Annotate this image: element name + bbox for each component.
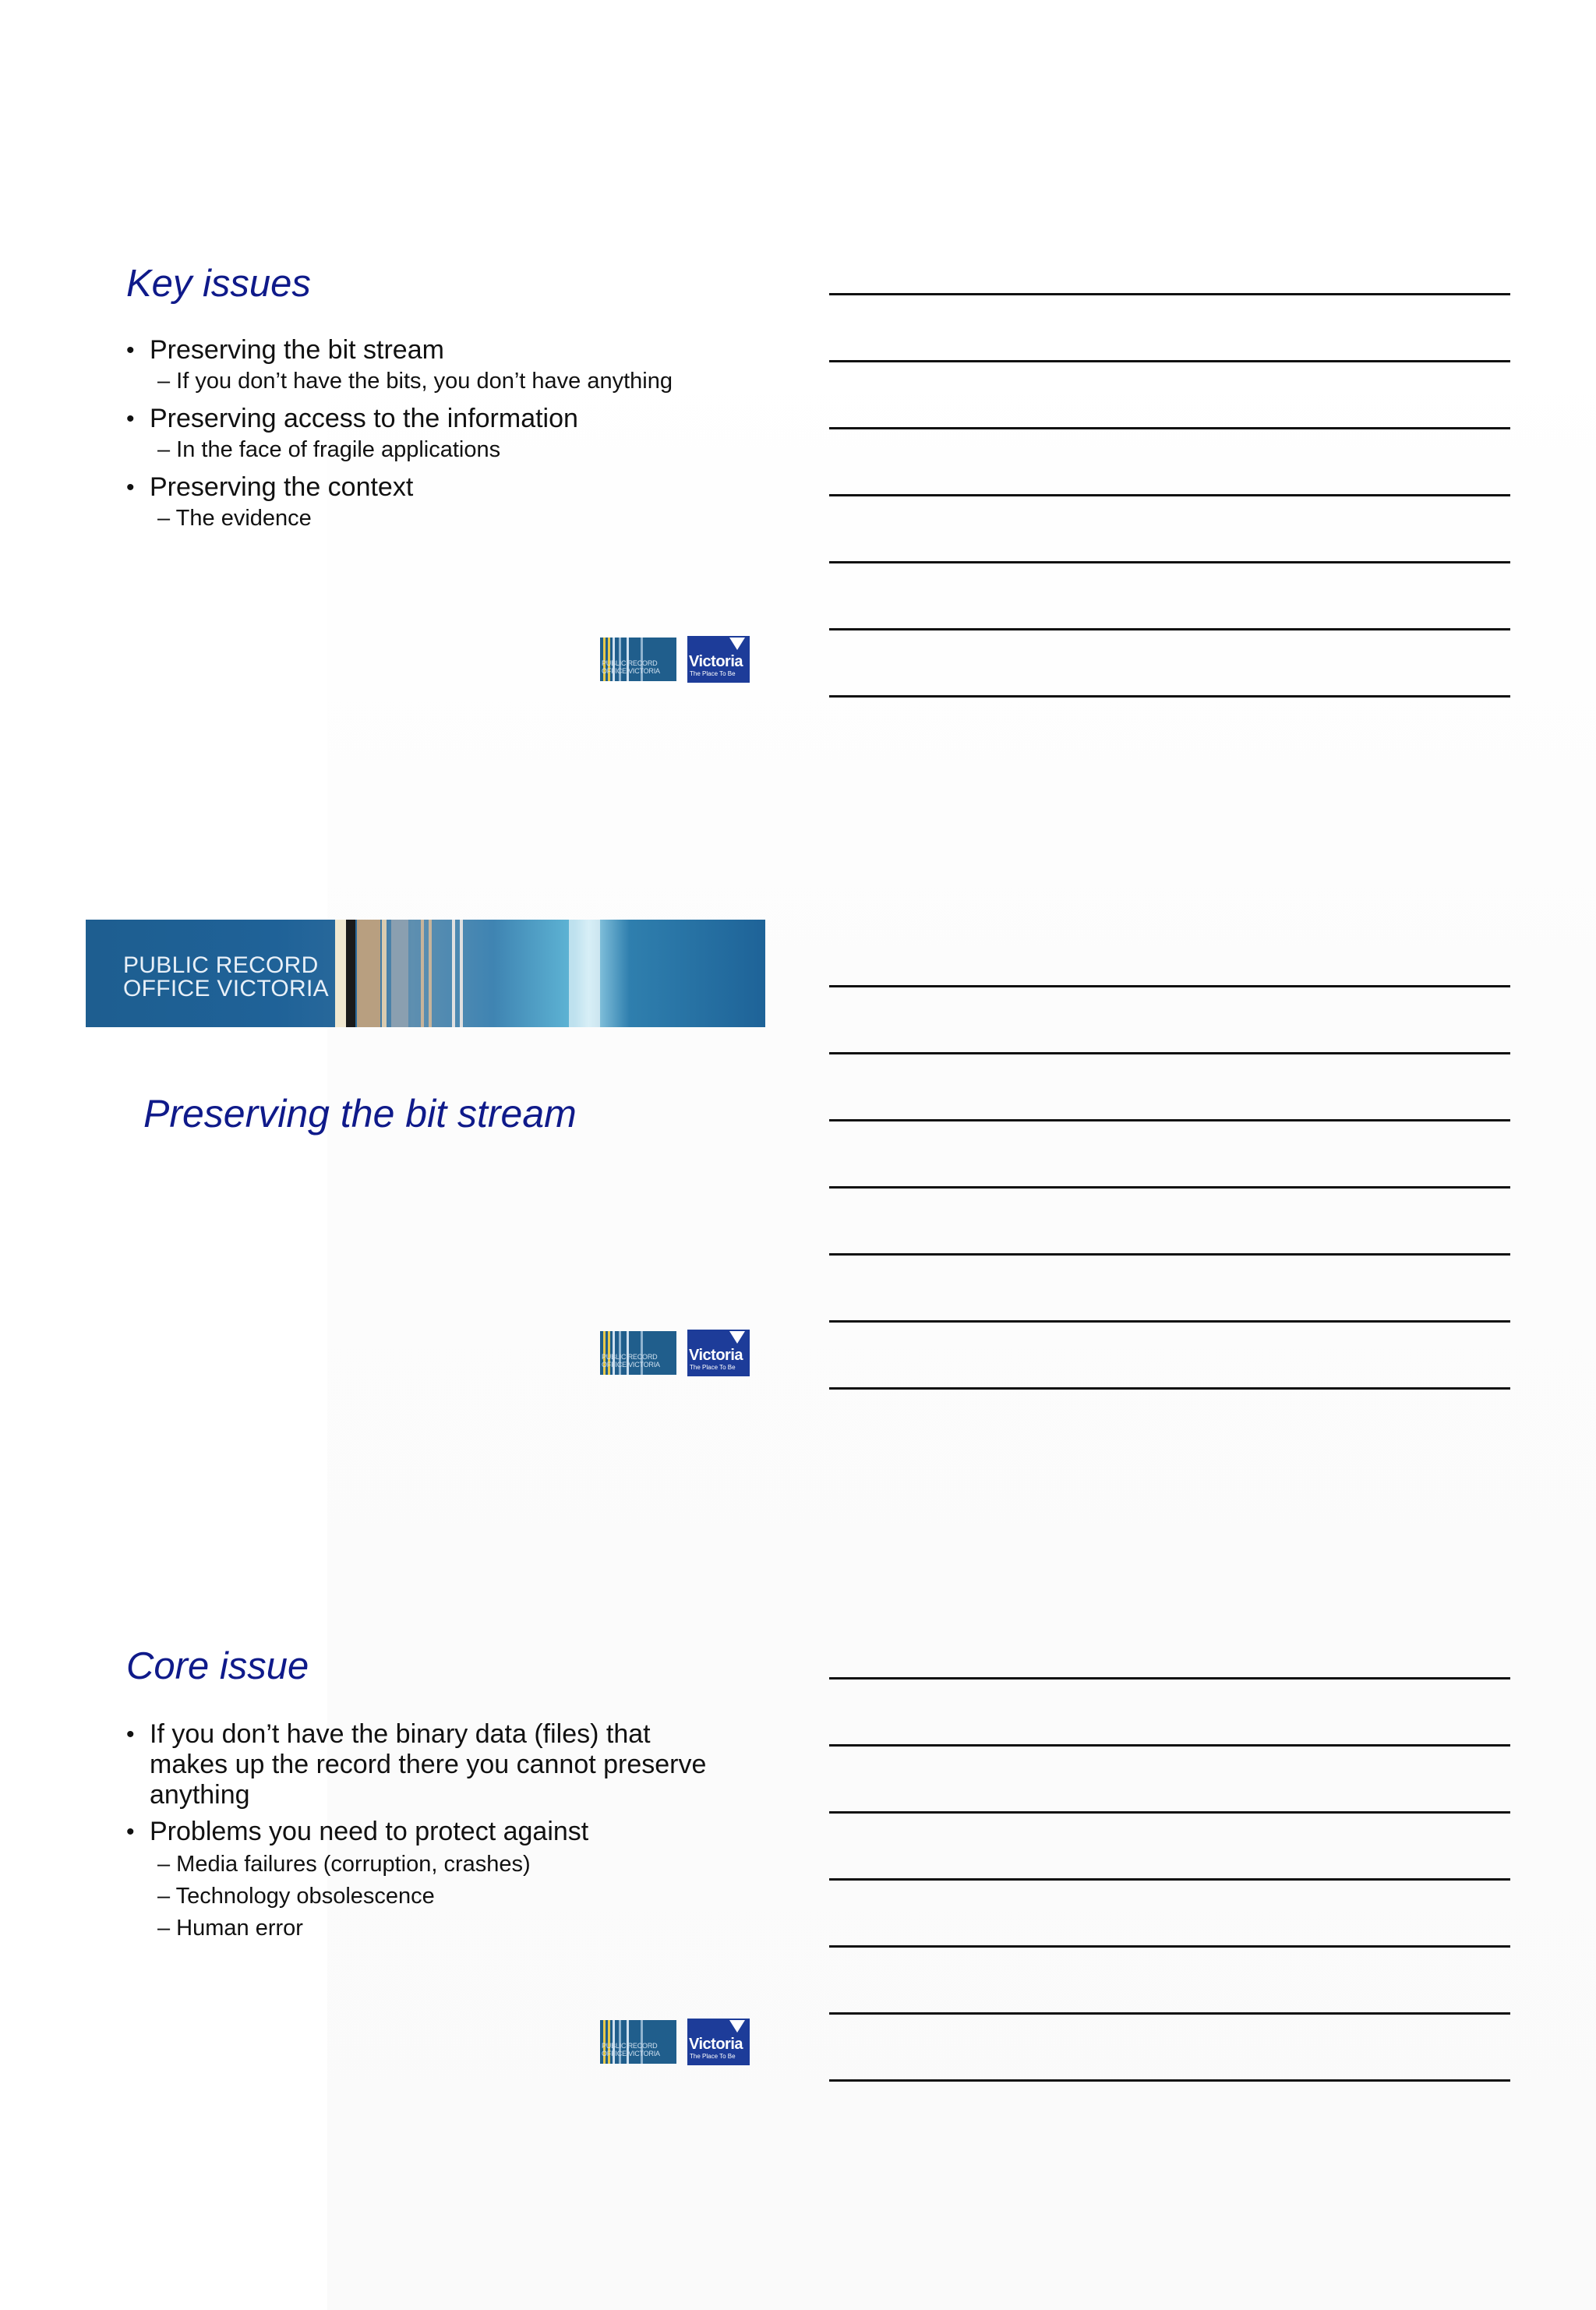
slide-preserving-bit-stream [86,920,765,1450]
prov-logo [600,1331,676,1375]
footer-logos [600,638,756,683]
bullet-dot-icon: • [126,1819,135,1845]
notes-line [829,1052,1510,1054]
prov-logo-text: PUBLIC RECORD OFFICE VICTORIA [602,659,660,675]
victoria-logo-name: Victoria [689,653,743,670]
notes-line [829,1387,1510,1390]
bullet-text: If you don’t have the binary data (files) that makes up the record there you cannot preserve anything [150,1719,707,1810]
prov-logo [600,638,676,681]
footer-logos [600,1331,756,1376]
sub-bullet: – Media failures (corruption, crashes) [157,1852,531,1877]
notes-line [829,1119,1510,1121]
victoria-logo-name: Victoria [689,1347,743,1364]
notes-line [829,1945,1510,1948]
victoria-logo [687,2019,750,2065]
notes-line [829,1253,1510,1256]
notes-line [829,695,1510,698]
victoria-logo [687,636,750,683]
banner-text-line1: PUBLIC RECORD [123,952,319,978]
slide-title: Preserving the bit stream [143,1092,577,1136]
bullet-list [126,1719,750,1944]
notes-line [829,1811,1510,1814]
banner-text [123,954,329,1001]
victoria-map-icon [729,2020,745,2033]
banner-text-line2: OFFICE VICTORIA [123,976,329,1001]
bullet-item [126,1719,726,1810]
victoria-logo-tagline: The Place To Be [690,1364,736,1371]
slide-title: Core issue [126,1645,309,1687]
victoria-map-icon [729,638,745,650]
bullet-dot-icon: • [126,475,135,500]
bullet-text: Preserving the context [150,472,414,502]
notes-line [829,628,1510,630]
victoria-logo-tagline: The Place To Be [690,2053,736,2060]
bullet-dot-icon: • [126,1722,135,1747]
notes-line [829,427,1510,429]
notes-line [829,1878,1510,1881]
bullet-dot-icon: • [126,406,135,432]
bullet-text: Preserving the bit stream [150,335,444,365]
sub-bullet: – In the face of fragile applications [157,437,501,462]
bullet-item [126,404,750,434]
notes-line [829,1744,1510,1747]
victoria-logo-name: Victoria [689,2036,743,2053]
bullet-text: Preserving access to the information [150,404,578,433]
notes-line [829,1677,1510,1680]
footer-logos [600,2020,756,2065]
bullet-item [126,472,750,503]
victoria-map-icon [729,1331,745,1344]
notes-line [829,1320,1510,1323]
prov-logo-text: PUBLIC RECORD OFFICE VICTORIA [602,1353,660,1369]
slide-core-issue [86,1621,765,2151]
prov-banner [86,920,765,1027]
notes-line [829,293,1510,295]
notes-line [829,2079,1510,2082]
sub-bullet: – If you don’t have the bits, you don’t have anything [157,369,673,394]
notes-line [829,561,1510,563]
bullet-item [126,335,750,366]
sub-bullet: – Technology obsolescence [157,1884,435,1909]
notes-line [829,494,1510,496]
slide-key-issues [86,234,765,764]
notes-line [829,2012,1510,2015]
bullet-item [126,1817,750,1847]
notes-line [829,985,1510,987]
bullet-dot-icon: • [126,337,135,363]
victoria-logo-tagline: The Place To Be [690,670,736,677]
sub-bullet: – The evidence [157,506,312,531]
sub-bullet: – Human error [157,1916,303,1941]
prov-logo-text: PUBLIC RECORD OFFICE VICTORIA [602,2042,660,2057]
notes-line [829,360,1510,362]
bullet-text: Problems you need to protect against [150,1817,589,1846]
bullet-list [126,335,750,541]
notes-line [829,1186,1510,1189]
victoria-logo [687,1330,750,1376]
prov-logo [600,2020,676,2064]
slide-title: Key issues [126,263,311,305]
